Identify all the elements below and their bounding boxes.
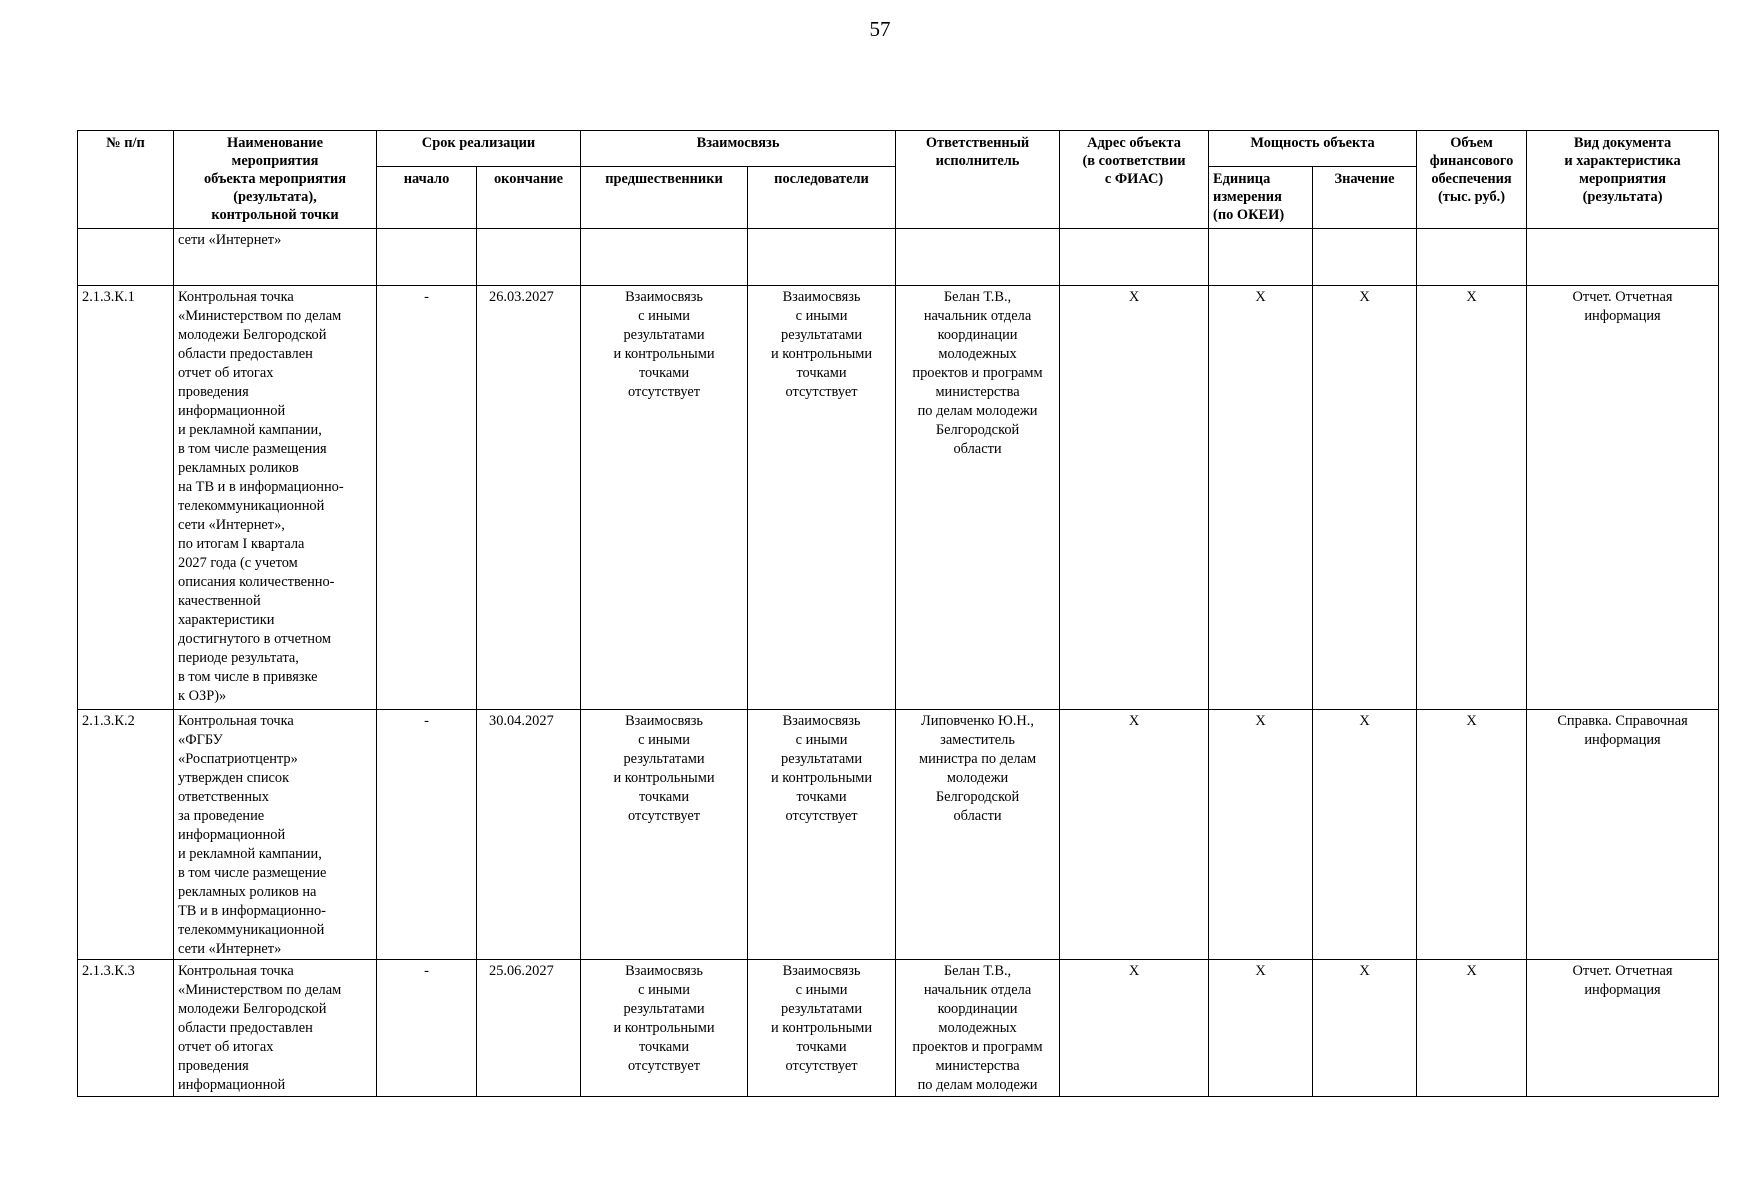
empty-cell <box>477 229 581 286</box>
table-row <box>78 960 1719 1097</box>
header-relation: Взаимосвязь <box>581 131 896 167</box>
header-doc-type: Вид документа и характеристика мероприятия (результата) <box>1527 131 1719 229</box>
empty-cell <box>1313 229 1417 286</box>
row-successors: Взаимосвязь с иными результатами и контрольными точками отсутствует <box>748 960 896 1097</box>
row-value: Х <box>1313 960 1417 1097</box>
empty-cell <box>748 229 896 286</box>
row-end: 30.04.2027 <box>477 710 581 960</box>
row-finance: Х <box>1417 960 1527 1097</box>
empty-cell <box>1209 229 1313 286</box>
row-unit: Х <box>1209 710 1313 960</box>
row-predecessors: Взаимосвязь с иными результатами и контрольными точками отсутствует <box>581 710 748 960</box>
continuation-name: сети «Интернет» <box>174 229 377 286</box>
header-value: Значение <box>1313 167 1417 229</box>
row-num: 2.1.3.К.1 <box>78 286 174 710</box>
row-end: 25.06.2027 <box>477 960 581 1097</box>
continuation-row <box>78 229 1719 286</box>
row-successors: Взаимосвязь с иными результатами и контрольными точками отсутствует <box>748 710 896 960</box>
empty-cell <box>377 229 477 286</box>
empty-cell <box>1060 229 1209 286</box>
header-period: Срок реализации <box>377 131 581 167</box>
row-finance: Х <box>1417 710 1527 960</box>
row-predecessors: Взаимосвязь с иными результатами и контрольными точками отсутствует <box>581 286 748 710</box>
row-responsible: Белан Т.В., начальник отдела координации молодежных проектов и программ министерства по делам молодежи <box>896 960 1060 1097</box>
row-address: Х <box>1060 960 1209 1097</box>
row-successors: Взаимосвязь с иными результатами и контрольными точками отсутствует <box>748 286 896 710</box>
header-address: Адрес объекта (в соответствии с ФИАС) <box>1060 131 1209 229</box>
header-period-end: окончание <box>477 167 581 229</box>
row-value: Х <box>1313 710 1417 960</box>
header-num: № п/п <box>78 131 174 229</box>
empty-cell <box>581 229 748 286</box>
row-responsible: Липовченко Ю.Н., заместитель министра по делам молодежи Белгородской области <box>896 710 1060 960</box>
table-row <box>78 286 1719 710</box>
row-address: Х <box>1060 710 1209 960</box>
header-finance: Объем финансового обеспечения (тыс. руб.) <box>1417 131 1527 229</box>
row-start: - <box>377 286 477 710</box>
header-predecessors: предшественники <box>581 167 748 229</box>
empty-cell <box>1527 229 1719 286</box>
row-doc-type: Отчет. Отчетная информация <box>1527 960 1719 1097</box>
row-num: 2.1.3.К.3 <box>78 960 174 1097</box>
header-successors: последователи <box>748 167 896 229</box>
row-responsible: Белан Т.В., начальник отдела координации молодежных проектов и программ министерства по делам молодежи Белгородской области <box>896 286 1060 710</box>
row-num: 2.1.3.К.2 <box>78 710 174 960</box>
header-period-start: начало <box>377 167 477 229</box>
header-responsible: Ответственный исполнитель <box>896 131 1060 229</box>
row-finance: Х <box>1417 286 1527 710</box>
empty-cell <box>896 229 1060 286</box>
row-end: 26.03.2027 <box>477 286 581 710</box>
row-doc-type: Справка. Справочная информация <box>1527 710 1719 960</box>
header-unit: Единица измерения (по ОКЕИ) <box>1209 167 1313 229</box>
row-unit: Х <box>1209 960 1313 1097</box>
plan-table <box>77 130 1719 1097</box>
header-row-top <box>78 131 1719 167</box>
row-address: Х <box>1060 286 1209 710</box>
row-name: Контрольная точка «Министерством по делам молодежи Белгородской области предоставлен отчет об итогах проведения информационной <box>174 960 377 1097</box>
row-predecessors: Взаимосвязь с иными результатами и контрольными точками отсутствует <box>581 960 748 1097</box>
row-doc-type: Отчет. Отчетная информация <box>1527 286 1719 710</box>
header-capacity: Мощность объекта <box>1209 131 1417 167</box>
continuation-num <box>78 229 174 286</box>
row-start: - <box>377 960 477 1097</box>
page-number: 57 <box>869 17 891 41</box>
empty-cell <box>1417 229 1527 286</box>
row-name: Контрольная точка «Министерством по делам молодежи Белгородской области предоставлен отчет об итогах проведения информационной и рекламной кампании, в том числе размещения рекламных роликов на ТВ и в информационно- телекоммуникационной сети «Интернет», по итогам I квартала 2027 года (с учетом описания количественно- качественной характеристики достигнутого в отчетном периоде результата, в том числе в привязке к ОЗР)» <box>174 286 377 710</box>
row-name: Контрольная точка «ФГБУ «Роспатриотцентр» утвержден список ответственных за проведение информационной и рекламной кампании, в том числе размещение рекламных роликов на ТВ и в информационно- телекоммуникационной сети «Интернет» <box>174 710 377 960</box>
table-row <box>78 710 1719 960</box>
row-value: Х <box>1313 286 1417 710</box>
header-name: Наименование мероприятия объекта мероприятия (результата), контрольной точки <box>174 131 377 229</box>
row-start: - <box>377 710 477 960</box>
row-unit: Х <box>1209 286 1313 710</box>
